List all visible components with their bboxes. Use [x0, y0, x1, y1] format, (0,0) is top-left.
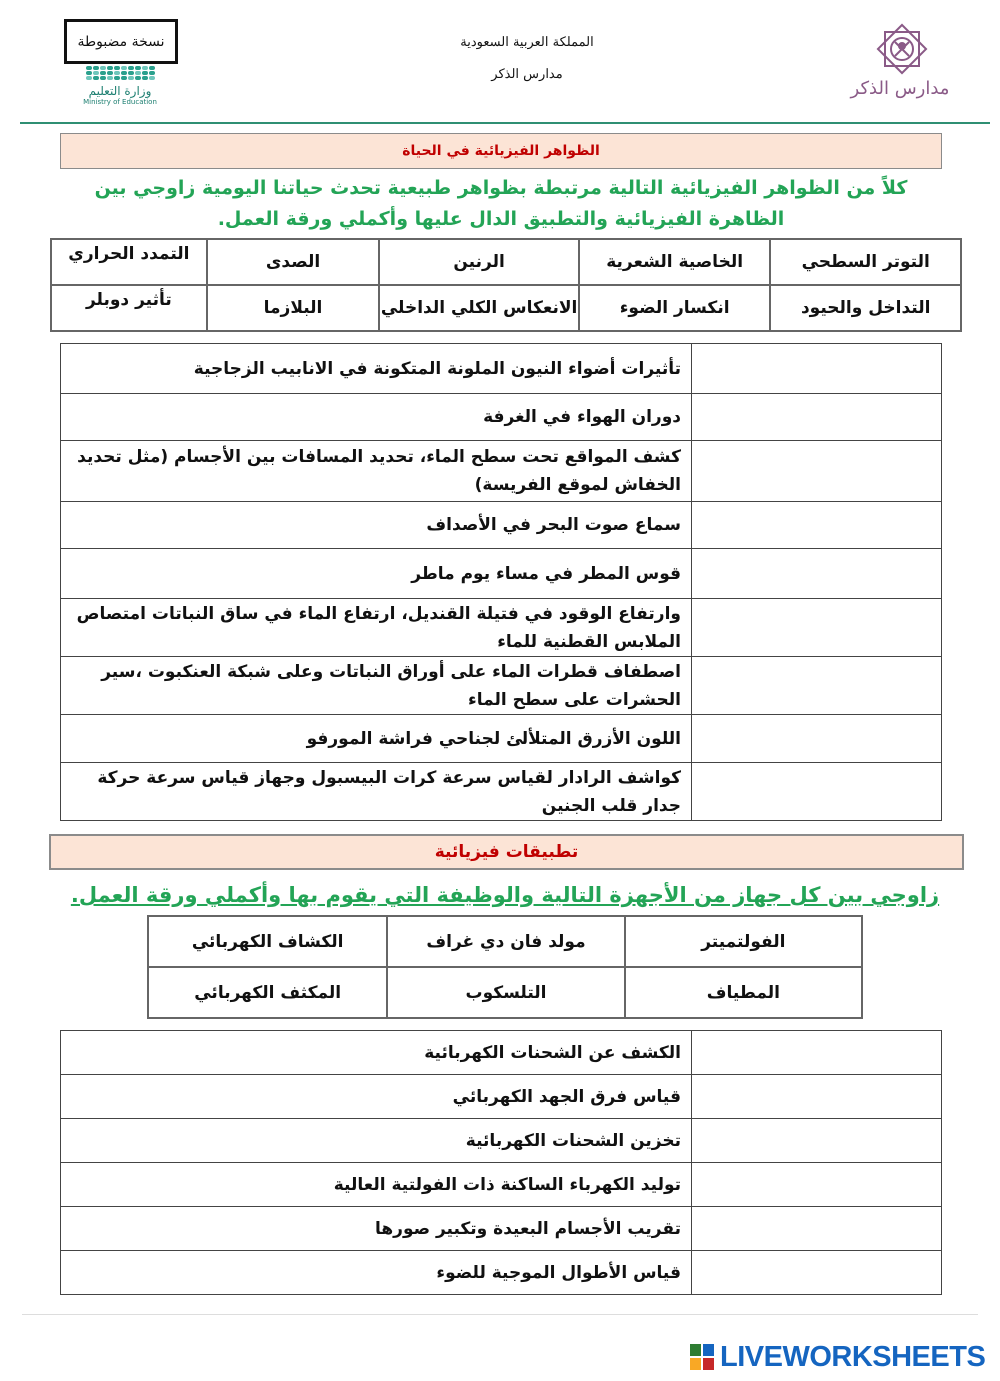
- table-row: [61, 344, 942, 394]
- table-row: [61, 1075, 942, 1119]
- answer-cell[interactable]: [692, 657, 942, 715]
- answer-cell[interactable]: [692, 394, 942, 441]
- word-bank-cell: مولد فان دي غراف: [387, 916, 624, 967]
- word-bank-cell: المكثف الكهربائي: [148, 967, 387, 1018]
- table-row: [61, 715, 942, 763]
- header-divider: [20, 122, 990, 124]
- device-function: توليد الكهرباء الساكنة ذات الفولتية العالية: [61, 1163, 692, 1207]
- answer-cell[interactable]: [692, 763, 942, 821]
- ministry-logo-mark-icon: [80, 66, 160, 80]
- word-bank-cell: الانعكاس الكلي الداخلي: [379, 285, 579, 331]
- ministry-name-en: Ministry of Education: [83, 98, 157, 106]
- word-bank-cell: الكشاف الكهربائي: [148, 916, 387, 967]
- word-bank-cell: البلازما: [207, 285, 380, 331]
- school-emblem-icon: [873, 20, 931, 78]
- section1-title: الظواهر الفيزيائية في الحياة: [60, 133, 942, 169]
- device-function: الكشف عن الشحنات الكهربائية: [61, 1031, 692, 1075]
- school-name: مدارس الذكر: [491, 67, 563, 82]
- application-description: كشف المواقع تحت سطح الماء، تحديد المسافات بين الأجسام (مثل تحديد الخفاش لموقع الفريسة): [61, 441, 692, 502]
- copy-stamp-box: [64, 19, 178, 64]
- word-bank-cell: المطياف: [625, 967, 862, 1018]
- device-function: قياس الأطوال الموجية للضوء: [61, 1251, 692, 1295]
- application-description: اصطفاف قطرات الماء على أوراق النباتات وعلى شبكة العنكبوت ،سير الحشرات على سطح الماء: [61, 657, 692, 715]
- phenomena-word-bank: [50, 238, 962, 332]
- answer-cell[interactable]: [692, 715, 942, 763]
- table-row: [61, 394, 942, 441]
- answer-cell[interactable]: [692, 1163, 942, 1207]
- word-bank-cell: انكسار الضوء: [579, 285, 771, 331]
- country-name: المملكة العربية السعودية: [460, 35, 594, 50]
- application-description: دوران الهواء في الغرفة: [61, 394, 692, 441]
- answer-cell[interactable]: [692, 549, 942, 599]
- liveworksheets-wordmark: LIVEWORKSHEETS: [720, 1340, 986, 1373]
- application-description: تأثيرات أضواء النيون الملونة المتكونة في الانابيب الزجاجية: [61, 344, 692, 394]
- word-bank-row: [51, 239, 961, 285]
- school-brand-logo: [840, 18, 960, 110]
- application-description: وارتفاع الوقود في فتيلة القنديل، ارتفاع الماء في ساق النباتات امتصاص الملابس القطنية للماء: [61, 599, 692, 657]
- table-row: [61, 441, 942, 502]
- section2-instruction: زاوجي بين كل جهاز من الأجهزة التالية والوظيفة التي يقوم بها وأكملي ورقة العمل.: [70, 883, 940, 907]
- word-bank-row: [51, 285, 961, 331]
- ministry-name-ar: وزارة التعليم: [88, 84, 152, 98]
- liveworksheets-brand[interactable]: [690, 1340, 990, 1374]
- section1-instruction: كلاً من الظواهر الفيزيائية التالية مرتبطة بظواهر طبيعية تحدث حياتنا اليومية زاوجي بين الظاهرة الفيزيائية والتطبيق الدال عليها وأكملي ورقة العمل.: [94, 177, 908, 230]
- application-description: اللون الأزرق المتلألئ لجناحي فراشة المورفو: [61, 715, 692, 763]
- word-bank-row: [148, 916, 862, 967]
- answer-cell[interactable]: [692, 1251, 942, 1295]
- device-function: تقريب الأجسام البعيدة وتكبير صورها: [61, 1207, 692, 1251]
- word-bank-cell: الرنين: [379, 239, 579, 285]
- answer-cell[interactable]: [692, 502, 942, 549]
- table-row: [61, 1119, 942, 1163]
- devices-matching-table: [60, 1030, 942, 1295]
- ministry-logo: [80, 66, 160, 122]
- phenomena-matching-table: [60, 343, 942, 821]
- word-bank-cell: التلسكوب: [387, 967, 624, 1018]
- liveworksheets-logo-icon: [690, 1344, 714, 1370]
- table-row: [61, 763, 942, 821]
- word-bank-cell: الخاصية الشعرية: [579, 239, 771, 285]
- answer-cell[interactable]: [692, 1031, 942, 1075]
- word-bank-cell: الصدى: [207, 239, 380, 285]
- word-bank-cell: التوتر السطحي: [770, 239, 961, 285]
- devices-word-bank: [147, 915, 863, 1019]
- school-brand-name: مدارس الذكر: [850, 78, 950, 99]
- answer-cell[interactable]: [692, 344, 942, 394]
- application-description: سماع صوت البحر في الأصداف: [61, 502, 692, 549]
- table-row: [61, 549, 942, 599]
- table-row: [61, 1031, 942, 1075]
- application-description: كواشف الرادار لقياس سرعة كرات البيسبول وجهاز قياس سرعة حركة جدار قلب الجنين: [61, 763, 692, 821]
- word-bank-cell: التداخل والحيود: [770, 285, 961, 331]
- answer-cell[interactable]: [692, 599, 942, 657]
- table-row: [61, 1163, 942, 1207]
- answer-cell[interactable]: [692, 1207, 942, 1251]
- answer-cell[interactable]: [692, 1119, 942, 1163]
- word-bank-cell: الفولتميتر: [625, 916, 862, 967]
- device-function: تخزين الشحنات الكهربائية: [61, 1119, 692, 1163]
- answer-cell[interactable]: [692, 1075, 942, 1119]
- word-bank-row: [148, 967, 862, 1018]
- answer-cell[interactable]: [692, 441, 942, 502]
- table-row: [61, 502, 942, 549]
- word-bank-cell: التمدد الحراري: [51, 239, 207, 285]
- table-row: [61, 1207, 942, 1251]
- table-row: [61, 657, 942, 715]
- stamp-label: نسخة مضبوطة: [77, 33, 165, 50]
- device-function: قياس فرق الجهد الكهربائي: [61, 1075, 692, 1119]
- application-description: قوس المطر في مساء يوم ماطر: [61, 549, 692, 599]
- word-bank-cell: تأثير دوبلر: [51, 285, 207, 331]
- table-row: [61, 599, 942, 657]
- section2-title: تطبيقات فيزيائية: [49, 834, 964, 870]
- footer-divider: [22, 1314, 978, 1315]
- table-row: [61, 1251, 942, 1295]
